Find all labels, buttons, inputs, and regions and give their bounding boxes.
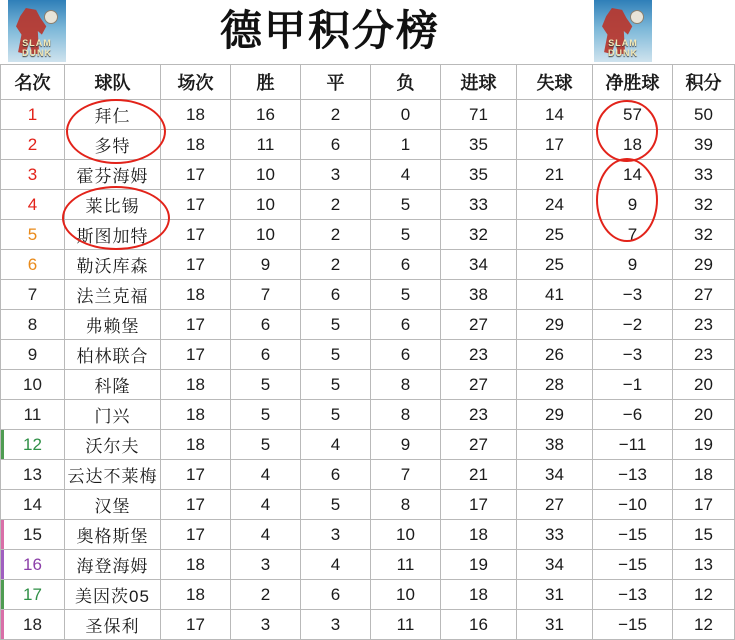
goal-diff-cell: −13 (593, 580, 673, 610)
played-cell: 17 (161, 610, 231, 640)
win-cell: 10 (231, 190, 301, 220)
goals-for-cell: 35 (441, 160, 517, 190)
team-cell: 沃尔夫 (65, 430, 161, 460)
win-cell: 3 (231, 550, 301, 580)
loss-cell: 6 (371, 250, 441, 280)
points-cell: 18 (673, 460, 735, 490)
goals-for-cell: 18 (441, 580, 517, 610)
points-cell: 39 (673, 130, 735, 160)
team-cell: 柏林联合 (65, 340, 161, 370)
goal-diff-cell: 14 (593, 160, 673, 190)
draw-cell: 2 (301, 250, 371, 280)
rank-cell: 16 (1, 550, 65, 580)
table-row (1, 460, 735, 490)
rank-cell: 5 (1, 220, 65, 250)
standings-table (0, 64, 735, 640)
rank-cell: 17 (1, 580, 65, 610)
goals-for-cell: 27 (441, 310, 517, 340)
draw-cell: 5 (301, 370, 371, 400)
played-cell: 18 (161, 400, 231, 430)
goals-against-cell: 29 (517, 400, 593, 430)
goals-against-cell: 34 (517, 550, 593, 580)
draw-cell: 6 (301, 280, 371, 310)
goals-for-cell: 35 (441, 130, 517, 160)
loss-cell: 0 (371, 100, 441, 130)
table-row (1, 190, 735, 220)
points-cell: 12 (673, 610, 735, 640)
played-cell: 17 (161, 160, 231, 190)
loss-cell: 6 (371, 340, 441, 370)
rank-cell: 1 (1, 100, 65, 130)
played-cell: 17 (161, 190, 231, 220)
table-row (1, 580, 735, 610)
points-cell: 50 (673, 100, 735, 130)
table-row (1, 280, 735, 310)
basketball-icon (630, 10, 644, 24)
column-header-loss: 负 (371, 65, 441, 100)
goals-for-cell: 21 (441, 460, 517, 490)
goals-against-cell: 17 (517, 130, 593, 160)
table-row (1, 220, 735, 250)
win-cell: 2 (231, 580, 301, 610)
column-header-played: 场次 (161, 65, 231, 100)
win-cell: 11 (231, 130, 301, 160)
team-cell: 云达不莱梅 (65, 460, 161, 490)
draw-cell: 5 (301, 400, 371, 430)
column-header-team: 球队 (65, 65, 161, 100)
played-cell: 17 (161, 340, 231, 370)
loss-cell: 8 (371, 400, 441, 430)
win-cell: 6 (231, 310, 301, 340)
goals-against-cell: 38 (517, 430, 593, 460)
played-cell: 17 (161, 310, 231, 340)
team-cell: 美因茨05 (65, 580, 161, 610)
win-cell: 7 (231, 280, 301, 310)
loss-cell: 6 (371, 310, 441, 340)
table-row (1, 430, 735, 460)
goals-against-cell: 41 (517, 280, 593, 310)
loss-cell: 8 (371, 490, 441, 520)
goal-diff-cell: 9 (593, 190, 673, 220)
loss-cell: 11 (371, 610, 441, 640)
win-cell: 5 (231, 370, 301, 400)
played-cell: 17 (161, 490, 231, 520)
draw-cell: 5 (301, 340, 371, 370)
table-row (1, 310, 735, 340)
team-cell: 霍芬海姆 (65, 160, 161, 190)
played-cell: 18 (161, 430, 231, 460)
goals-for-cell: 33 (441, 190, 517, 220)
goals-against-cell: 31 (517, 610, 593, 640)
slam-dunk-logo-left (8, 0, 66, 62)
goals-for-cell: 16 (441, 610, 517, 640)
points-cell: 17 (673, 490, 735, 520)
loss-cell: 10 (371, 520, 441, 550)
table-row (1, 340, 735, 370)
team-cell: 奥格斯堡 (65, 520, 161, 550)
goal-diff-cell: −3 (593, 340, 673, 370)
played-cell: 18 (161, 130, 231, 160)
goals-for-cell: 38 (441, 280, 517, 310)
points-cell: 32 (673, 190, 735, 220)
rank-cell: 6 (1, 250, 65, 280)
team-cell: 莱比锡 (65, 190, 161, 220)
table-row (1, 100, 735, 130)
team-cell: 门兴 (65, 400, 161, 430)
goals-for-cell: 32 (441, 220, 517, 250)
win-cell: 5 (231, 400, 301, 430)
slam-dunk-logo-right (594, 0, 652, 62)
team-cell: 海登海姆 (65, 550, 161, 580)
goals-against-cell: 33 (517, 520, 593, 550)
points-cell: 20 (673, 370, 735, 400)
column-header-win: 胜 (231, 65, 301, 100)
rank-cell: 7 (1, 280, 65, 310)
goal-diff-cell: −10 (593, 490, 673, 520)
goals-for-cell: 23 (441, 400, 517, 430)
table-row (1, 490, 735, 520)
draw-cell: 4 (301, 550, 371, 580)
goals-against-cell: 21 (517, 160, 593, 190)
played-cell: 18 (161, 550, 231, 580)
goals-against-cell: 14 (517, 100, 593, 130)
draw-cell: 2 (301, 190, 371, 220)
goals-for-cell: 27 (441, 370, 517, 400)
table-row (1, 550, 735, 580)
win-cell: 10 (231, 220, 301, 250)
rank-cell: 8 (1, 310, 65, 340)
goal-diff-cell: 57 (593, 100, 673, 130)
column-header-gd: 净胜球 (593, 65, 673, 100)
goals-for-cell: 71 (441, 100, 517, 130)
points-cell: 29 (673, 250, 735, 280)
goal-diff-cell: 18 (593, 130, 673, 160)
goal-diff-cell: −3 (593, 280, 673, 310)
goal-diff-cell: 7 (593, 220, 673, 250)
loss-cell: 5 (371, 190, 441, 220)
loss-cell: 10 (371, 580, 441, 610)
points-cell: 20 (673, 400, 735, 430)
draw-cell: 2 (301, 220, 371, 250)
team-cell: 弗赖堡 (65, 310, 161, 340)
goal-diff-cell: 9 (593, 250, 673, 280)
standings-body (1, 100, 735, 640)
rank-cell: 15 (1, 520, 65, 550)
column-header-gf: 进球 (441, 65, 517, 100)
loss-cell: 9 (371, 430, 441, 460)
goals-against-cell: 34 (517, 460, 593, 490)
points-cell: 12 (673, 580, 735, 610)
played-cell: 17 (161, 220, 231, 250)
goals-for-cell: 34 (441, 250, 517, 280)
team-cell: 圣保利 (65, 610, 161, 640)
goal-diff-cell: −15 (593, 520, 673, 550)
rank-cell: 3 (1, 160, 65, 190)
loss-cell: 8 (371, 370, 441, 400)
page-header (0, 0, 660, 64)
team-cell: 科隆 (65, 370, 161, 400)
goals-for-cell: 17 (441, 490, 517, 520)
played-cell: 18 (161, 280, 231, 310)
win-cell: 5 (231, 430, 301, 460)
win-cell: 10 (231, 160, 301, 190)
rank-cell: 9 (1, 340, 65, 370)
goal-diff-cell: −15 (593, 550, 673, 580)
rank-cell: 4 (1, 190, 65, 220)
points-cell: 33 (673, 160, 735, 190)
draw-cell: 4 (301, 430, 371, 460)
draw-cell: 2 (301, 100, 371, 130)
played-cell: 18 (161, 370, 231, 400)
rank-cell: 13 (1, 460, 65, 490)
basketball-icon (44, 10, 58, 24)
page-title: 德甲积分榜 (219, 9, 440, 55)
column-header-rank: 名次 (1, 65, 65, 100)
table-row (1, 160, 735, 190)
goals-against-cell: 26 (517, 340, 593, 370)
loss-cell: 4 (371, 160, 441, 190)
goals-for-cell: 19 (441, 550, 517, 580)
rank-cell: 11 (1, 400, 65, 430)
goal-diff-cell: −15 (593, 610, 673, 640)
loss-cell: 7 (371, 460, 441, 490)
team-cell: 拜仁 (65, 100, 161, 130)
team-cell: 斯图加特 (65, 220, 161, 250)
logo-caption-right: SLAM DUNK (608, 38, 638, 58)
goals-against-cell: 27 (517, 490, 593, 520)
draw-cell: 5 (301, 310, 371, 340)
goals-against-cell: 29 (517, 310, 593, 340)
goal-diff-cell: −1 (593, 370, 673, 400)
draw-cell: 6 (301, 130, 371, 160)
goal-diff-cell: −2 (593, 310, 673, 340)
loss-cell: 5 (371, 220, 441, 250)
rank-cell: 14 (1, 490, 65, 520)
goals-for-cell: 18 (441, 520, 517, 550)
table-row (1, 370, 735, 400)
team-cell: 勒沃库森 (65, 250, 161, 280)
goals-for-cell: 27 (441, 430, 517, 460)
win-cell: 3 (231, 610, 301, 640)
column-header-draw: 平 (301, 65, 371, 100)
draw-cell: 6 (301, 580, 371, 610)
logo-caption-left: SLAM DUNK (22, 38, 52, 58)
draw-cell: 5 (301, 490, 371, 520)
played-cell: 17 (161, 520, 231, 550)
points-cell: 15 (673, 520, 735, 550)
table-row (1, 520, 735, 550)
win-cell: 16 (231, 100, 301, 130)
points-cell: 13 (673, 550, 735, 580)
goals-against-cell: 28 (517, 370, 593, 400)
points-cell: 23 (673, 310, 735, 340)
win-cell: 4 (231, 520, 301, 550)
rank-cell: 10 (1, 370, 65, 400)
goal-diff-cell: −13 (593, 460, 673, 490)
rank-cell: 12 (1, 430, 65, 460)
played-cell: 17 (161, 250, 231, 280)
column-header-points: 积分 (673, 65, 735, 100)
played-cell: 17 (161, 460, 231, 490)
win-cell: 9 (231, 250, 301, 280)
goals-for-cell: 23 (441, 340, 517, 370)
table-row (1, 130, 735, 160)
column-header-ga: 失球 (517, 65, 593, 100)
loss-cell: 11 (371, 550, 441, 580)
team-cell: 多特 (65, 130, 161, 160)
played-cell: 18 (161, 100, 231, 130)
win-cell: 4 (231, 490, 301, 520)
draw-cell: 3 (301, 160, 371, 190)
points-cell: 32 (673, 220, 735, 250)
table-row (1, 250, 735, 280)
points-cell: 23 (673, 340, 735, 370)
draw-cell: 3 (301, 610, 371, 640)
goals-against-cell: 31 (517, 580, 593, 610)
team-cell: 法兰克福 (65, 280, 161, 310)
goal-diff-cell: −6 (593, 400, 673, 430)
draw-cell: 3 (301, 520, 371, 550)
win-cell: 4 (231, 460, 301, 490)
table-header-row (1, 65, 735, 100)
rank-cell: 2 (1, 130, 65, 160)
played-cell: 18 (161, 580, 231, 610)
goals-against-cell: 25 (517, 250, 593, 280)
table-row (1, 400, 735, 430)
goals-against-cell: 24 (517, 190, 593, 220)
goal-diff-cell: −11 (593, 430, 673, 460)
team-cell: 汉堡 (65, 490, 161, 520)
win-cell: 6 (231, 340, 301, 370)
rank-cell: 18 (1, 610, 65, 640)
points-cell: 27 (673, 280, 735, 310)
points-cell: 19 (673, 430, 735, 460)
draw-cell: 6 (301, 460, 371, 490)
table-row (1, 610, 735, 640)
loss-cell: 5 (371, 280, 441, 310)
goals-against-cell: 25 (517, 220, 593, 250)
loss-cell: 1 (371, 130, 441, 160)
